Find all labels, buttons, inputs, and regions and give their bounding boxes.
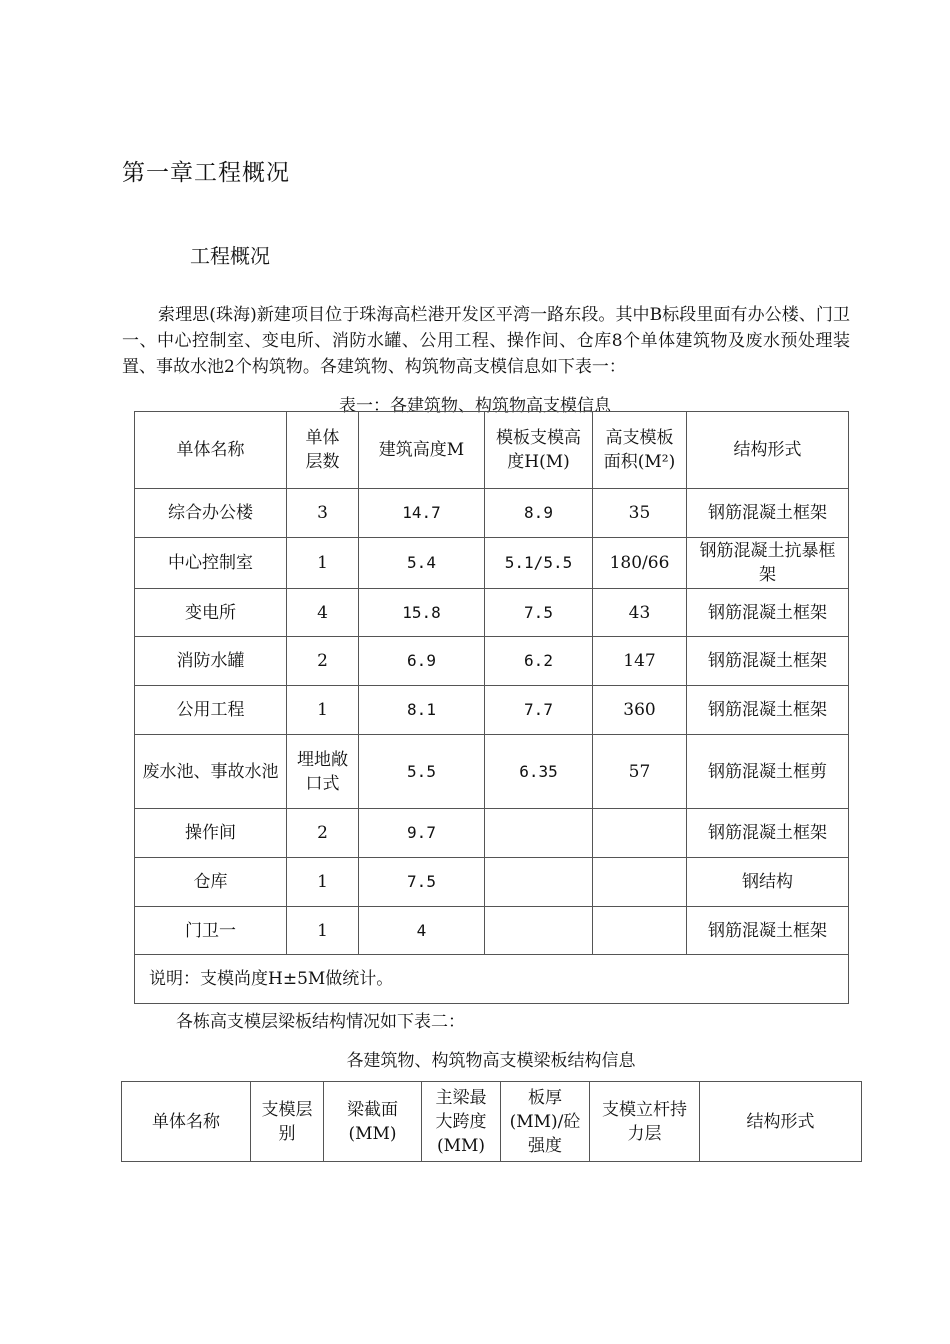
table-cell: 5.5 (359, 735, 485, 809)
table-cell: 公用工程 (135, 686, 287, 735)
table-cell: 1 (287, 686, 359, 735)
table-cell: 8.9 (485, 489, 593, 538)
table-cell: 14.7 (359, 489, 485, 538)
table-cell: 6.2 (485, 637, 593, 686)
table2 (121, 1081, 862, 1162)
table-cell: 43 (593, 589, 687, 637)
table-cell: 5.4 (359, 538, 485, 589)
table-cell: 2 (287, 637, 359, 686)
table-cell: 钢结构 (687, 858, 849, 907)
table-row (135, 735, 849, 809)
table-row (135, 809, 849, 858)
table-cell: 1 (287, 907, 359, 955)
table-row (135, 907, 849, 955)
table-cell: 6.35 (485, 735, 593, 809)
table1-header: 单体层数 (287, 412, 359, 489)
table-cell: 钢筋混凝土框架 (687, 907, 849, 955)
table-cell: 埋地敞口式 (287, 735, 359, 809)
table-cell: 57 (593, 735, 687, 809)
table-cell: 变电所 (135, 589, 287, 637)
table-cell: 2 (287, 809, 359, 858)
table-cell: 消防水罐 (135, 637, 287, 686)
table-cell: 7.7 (485, 686, 593, 735)
table-row (135, 538, 849, 589)
table2-intro: 各栋高支模层梁板结构情况如下表二： (176, 1012, 465, 1032)
table1-header: 高支模板面积(M²) (593, 412, 687, 489)
table-cell (593, 858, 687, 907)
table-cell: 1 (287, 858, 359, 907)
table1 (134, 411, 849, 1004)
table-cell: 4 (287, 589, 359, 637)
table-cell: 15.8 (359, 589, 485, 637)
table-cell: 仓库 (135, 858, 287, 907)
table-row (135, 686, 849, 735)
table-cell: 4 (359, 907, 485, 955)
table-cell: 7.5 (359, 858, 485, 907)
table-cell: 7.5 (485, 589, 593, 637)
table-cell: 360 (593, 686, 687, 735)
table-cell: 8.1 (359, 686, 485, 735)
table-cell: 操作间 (135, 809, 287, 858)
table-cell: 1 (287, 538, 359, 589)
table-cell: 综合办公楼 (135, 489, 287, 538)
table-cell: 钢筋混凝土框架 (687, 809, 849, 858)
table-cell: 3 (287, 489, 359, 538)
table-cell: 钢筋混凝土框剪 (687, 735, 849, 809)
table1-caption: 表一：各建筑物、构筑物高支模信息 (339, 396, 611, 416)
table-cell: 5.1/5.5 (485, 538, 593, 589)
table-cell: 钢筋混凝土抗暴框架 (687, 538, 849, 589)
table-row (135, 589, 849, 637)
table-cell (485, 858, 593, 907)
table1-note: 说明：支模尚度H±5M做统计。 (135, 955, 849, 1004)
table2-header: 结构形式 (700, 1082, 862, 1162)
intro-paragraph: 索理思(珠海)新建项目位于珠海高栏港开发区平湾一路东段。其中B标段里面有办公楼、门卫一、中心控制室、变电所、消防水罐、公用工程、操作间、仓库8个单体建筑物及废水预处理装置、事故水池2个构筑物。各建筑物、构筑物高支模信息如下表一： (122, 305, 850, 377)
table2-header-row (122, 1082, 862, 1162)
table-cell (485, 809, 593, 858)
table-cell (593, 809, 687, 858)
table-cell: 中心控制室 (135, 538, 287, 589)
table1-header: 模板支模高度H(M) (485, 412, 593, 489)
table-cell: 147 (593, 637, 687, 686)
table-cell: 9.7 (359, 809, 485, 858)
table2-caption: 各建筑物、构筑物高支模梁板结构信息 (346, 1051, 636, 1071)
table1-header: 结构形式 (687, 412, 849, 489)
table1-header: 单体名称 (135, 412, 287, 489)
table-cell: 180/66 (593, 538, 687, 589)
chapter-title: 第一章工程概况 (122, 160, 290, 186)
table-cell (593, 907, 687, 955)
table2-header: 支模层别 (251, 1082, 324, 1162)
table2-header: 单体名称 (122, 1082, 251, 1162)
table2-header: 梁截面(MM) (324, 1082, 422, 1162)
table-row (135, 637, 849, 686)
section-title: 工程概况 (190, 244, 270, 268)
table2-header: 主梁最大跨度(MM) (422, 1082, 501, 1162)
table1-header: 建筑高度M (359, 412, 485, 489)
table-row (135, 489, 849, 538)
table-cell: 门卫一 (135, 907, 287, 955)
table-cell (485, 907, 593, 955)
table-cell: 6.9 (359, 637, 485, 686)
table2-header: 板厚(MM)/砼强度 (501, 1082, 590, 1162)
table-row (135, 858, 849, 907)
table-cell: 废水池、事故水池 (135, 735, 287, 809)
table-cell: 35 (593, 489, 687, 538)
table-cell: 钢筋混凝土框架 (687, 637, 849, 686)
table2-header: 支模立杆持力层 (590, 1082, 700, 1162)
table1-note-row (135, 955, 849, 1004)
table-cell: 钢筋混凝土框架 (687, 686, 849, 735)
table-cell: 钢筋混凝土框架 (687, 589, 849, 637)
table-cell: 钢筋混凝土框架 (687, 489, 849, 538)
table1-header-row (135, 412, 849, 489)
